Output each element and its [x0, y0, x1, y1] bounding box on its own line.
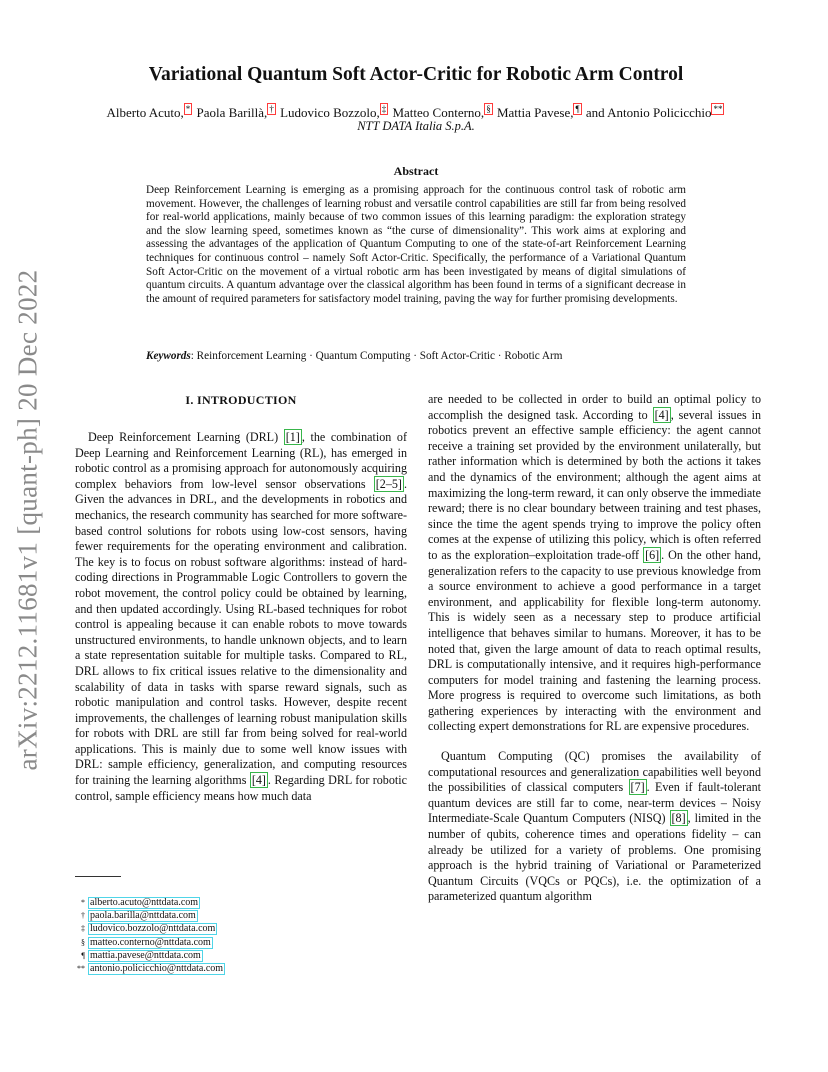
- footnote: ** antonio.policicchio@nttdata.com: [77, 963, 224, 975]
- citation-link[interactable]: [2–5]: [375, 476, 402, 491]
- citation-link[interactable]: [7]: [630, 780, 645, 795]
- author-footnote-link[interactable]: ¶: [575, 104, 580, 114]
- author: Mattia Pavese, ¶: [496, 104, 580, 121]
- keywords-text: : Reinforcement Learning · Quantum Computing · Soft Actor-Critic · Robotic Arm: [190, 350, 563, 362]
- email-link[interactable]: mattia.pavese@nttdata.com: [90, 949, 201, 961]
- author: Paola Barillà, †: [196, 104, 274, 121]
- section-heading: I. INTRODUCTION: [185, 393, 297, 407]
- paragraph: Quantum Computing (QC) promises the availability of computational resources and generalization capabilities well beyond the possibilities of classical computers [7] . Even if fault-tolerant quantum devices are still far to come, near-term devices – Noisy Intermediate-Scale Quantum Computers (NISQ) [8] , limited in the number of qubits, coherence times and operations fidelity – can already be utilized for a variety of problems. One promising approach is the hybrid training of Variational or Parameterized Quantum Circuits (VQCs or PQCs), i.e. the optimization of a parameterized quantum algorithm: [428, 749, 761, 904]
- footnotes: [75, 896, 375, 975]
- author: Alberto Acuto, *: [106, 104, 191, 121]
- author-footnote-link[interactable]: **: [713, 104, 723, 114]
- author-footnote-link[interactable]: ‡: [381, 104, 387, 114]
- author: and Antonio Policicchio **: [585, 104, 723, 121]
- footnote: ¶ mattia.pavese@nttdata.com: [81, 949, 201, 961]
- left-column: [75, 430, 407, 804]
- author-footnote-link[interactable]: *: [185, 104, 191, 114]
- abstract-text: Deep Reinforcement Learning is emerging as a promising approach for the continuous control task of robotic arm movement. However, the challenges of learning robust and versatile control capabilities are still far from being resolved for real-world applications, mainly because of two common issues of this learning paradigm: the exploration strategy and the slow learning speed, sometimes known as “the curse of dimensionality”. This work aims at exploring and assessing the advantages of the application of Quantum Computing to one of the state-of-art Reinforcement Learning techniques for continuous control – namely Soft Actor-Critic. Specifically, the performance of a Variational Quantum Soft Actor-Critic on the movement of a virtual robotic arm has been investigated by means of digital simulations of quantum circuits. A quantum advantage over the classical algorithm has been found in terms of a significant decrease in the amount of required parameters for satisfactory model training, paving the way for further promising developments.: [146, 184, 686, 305]
- citation-link[interactable]: [4]: [654, 407, 669, 422]
- footnote: * alberto.acuto@nttdata.com: [81, 897, 199, 908]
- footnote: ‡ ludovico.bozzolo@nttdata.com: [81, 923, 216, 935]
- footnote: † paola.barilla@nttdata.com: [81, 910, 196, 922]
- paragraph: are needed to be collected in order to build an optimal policy to accomplish the designed task. According to [4] , several issues in robotics prevent an effective sample efficiency: the agent cannot receive a training set provided by the environment unilaterally, but rather information which is determined by both the actions it takes and the dynamics of the environment; although the agent aims at maximizing the long-term reward, it can only observe the immediate reward; there is no clear boundary between training and test phases, since the time the agent spends trying to improve the policy often comes at the expense of utilizing this policy, which is often referred to as the exploration–exploitation trade-off [6] . On the other hand, generalization refers to the capacity to use previous knowledge from a source environment to achieve a good performance in a target environment, and applicability for flexible long-term autonomy. This is widely seen as a necessary step to produce artificial intelligence that behaves similar to humans. Moreover, it has to be noted that, given the large amount of data to reach optimal results, DRL is computationally intensive, and it requires high-performance computers for model training and fastening the learning process. More progress is required to overcome such limitations, as both gathering experiences by interacting with the environment and collecting expert demonstrations for RL are expensive procedures.: [428, 392, 761, 734]
- paragraph: Deep Reinforcement Learning (DRL) [1] , the combination of Deep Learning and Reinforcement Learning (RL), has emerged in robotic control as a promising approach for autonomously acquiring complex behaviors from low-level sensor observations [2–5] . Given the advances in DRL, and the developments in robotics and mechanics, the research community has searched for more software-based control solutions for robots using low-cost sensors, having fewer requirements for the operating environment and calibration. The key is to focus on robust software algorithms: instead of hard-coding directions in Programmable Logic Controllers to govern the robot movement, the control policy could be obtained by learning, and then updated accordingly. Using RL-based techniques for robot control is appealing because it can enable robots to move towards unstructured environments, to handle unknown objects, and to learn a state representation suitable for multiple tasks. Compared to RL, DRL allows to fix critical issues relative to the dimensionality and scalability of data in tasks with sparse reward signals, such as robotic manipulation and control tasks. However, despite recent improvements, the challenges of learning robust manipulation skills for robots with DRL are still far from being solved for real-world applications. This is mainly due to some well know issues with DRL: sample efficiency, generalization, and computing resources for training the learning algorithms [4] . Regarding DRL for robotic control, sample efficiency means how much data: [75, 430, 407, 803]
- arxiv-identifier-stamp: [8, 270, 48, 770]
- author: Ludovico Bozzolo, ‡: [280, 104, 387, 121]
- abstract-heading: Abstract: [393, 164, 439, 178]
- author-footnote-link[interactable]: §: [486, 104, 491, 114]
- citation-link[interactable]: [1]: [285, 430, 300, 444]
- arxiv-identifier: arXiv:2212.11681v1 [quant-ph] 20 Dec 2022: [12, 269, 43, 771]
- author-footnote-link[interactable]: †: [269, 104, 274, 114]
- email-link[interactable]: alberto.acuto@nttdata.com: [90, 897, 199, 908]
- email-link[interactable]: ludovico.bozzolo@nttdata.com: [90, 923, 216, 935]
- email-link[interactable]: paola.barilla@nttdata.com: [90, 910, 196, 922]
- citation-link[interactable]: [6]: [645, 547, 660, 562]
- right-column: [428, 392, 761, 905]
- author: Matteo Conterno, §: [392, 104, 491, 121]
- citation-link[interactable]: [4]: [251, 773, 266, 788]
- email-link[interactable]: antonio.policicchio@nttdata.com: [90, 963, 224, 975]
- keywords-label: Keywords: [146, 350, 191, 362]
- keywords-line: [146, 350, 686, 362]
- paper-title: Variational Quantum Soft Actor-Critic for Robotic Arm Control: [148, 64, 684, 85]
- footnote-rule: [75, 876, 121, 877]
- email-link[interactable]: matteo.conterno@nttdata.com: [90, 936, 211, 948]
- affiliation: NTT DATA Italia S.p.A.: [357, 119, 475, 133]
- footnote: § matteo.conterno@nttdata.com: [81, 936, 211, 948]
- citation-link[interactable]: [8]: [671, 811, 686, 826]
